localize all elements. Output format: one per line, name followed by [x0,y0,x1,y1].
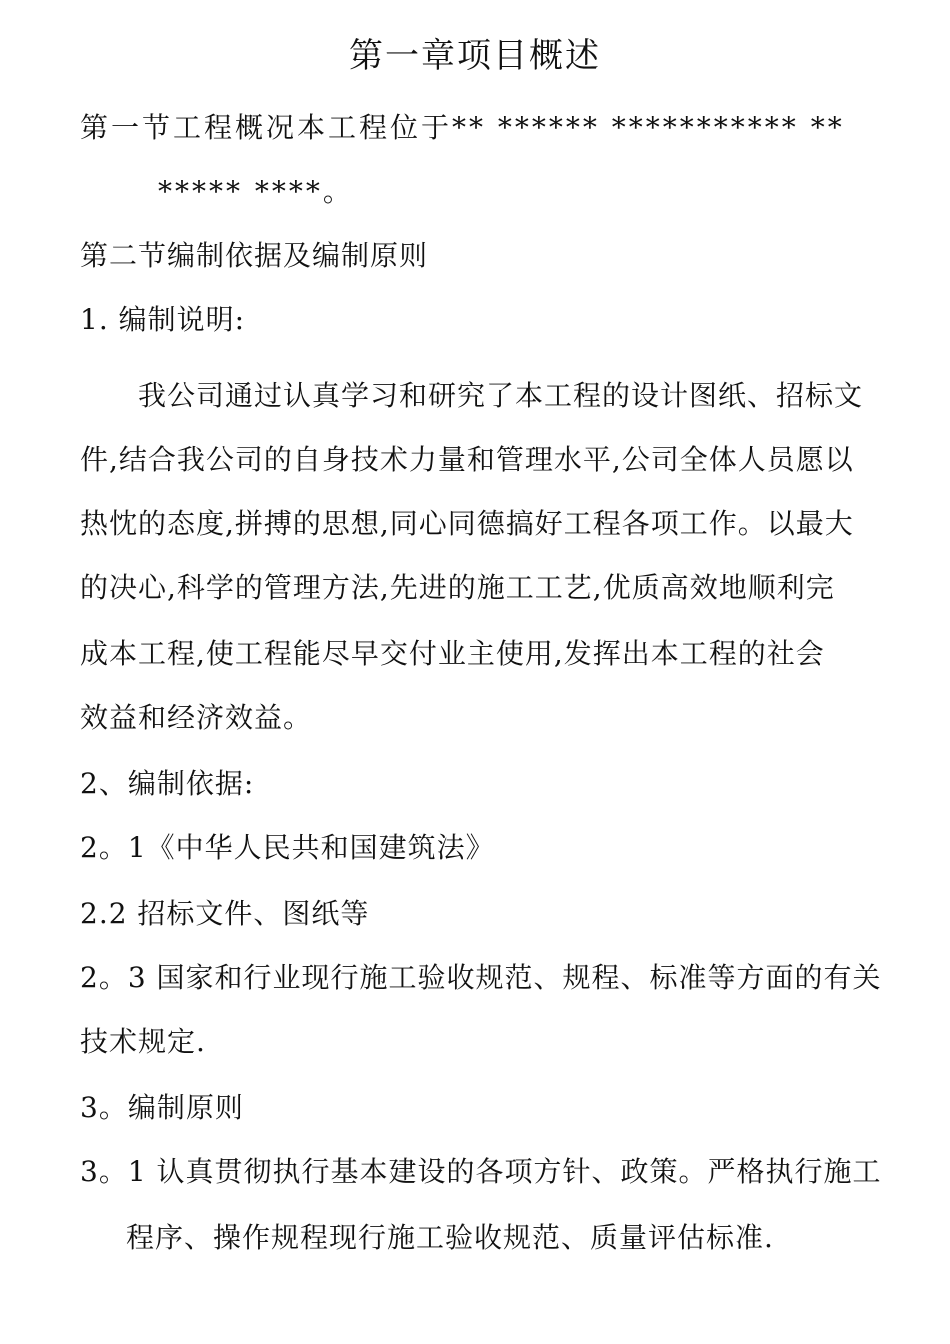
item-2-3-line-2: 技术规定. [80,1025,206,1058]
item-3-heading: 3。编制原则 [80,1091,244,1124]
paragraph-line: 的决心,科学的管理方法,先进的施工工艺,优质高效地顺利完 [80,571,835,604]
chapter-title: 第一章项目概述 [349,36,601,76]
item-2-3-line-1: 2。3 国家和行业现行施工验收规范、规程、标准等方面的有关 [80,961,882,994]
paragraph-line: 我公司通过认真学习和研究了本工程的设计图纸、招标文 [138,379,864,412]
section-1-line-1: 第一节工程概况本工程位于** ****** *********** ** [80,111,845,144]
item-1-heading: 1. 编制说明: [80,303,246,336]
paragraph-line: 成本工程,使工程能尽早交付业主使用,发挥出本工程的社会 [80,637,825,670]
paragraph-line: 件,结合我公司的自身技术力量和管理水平,公司全体人员愿以 [80,443,854,476]
item-2-heading: 2、编制依据: [80,767,255,800]
item-2-2: 2.2 招标文件、图纸等 [80,897,370,930]
item-3-1-line-2: 程序、操作规程现行施工验收规范、质量评估标准. [126,1221,774,1254]
item-2-1: 2。1《中华人民共和国建筑法》 [80,831,495,864]
section-2-heading: 第二节编制依据及编制原则 [80,239,429,272]
item-3-1-line-1: 3。1 认真贯彻执行基本建设的各项方针、政策。严格执行施工 [80,1155,882,1188]
section-1-line-2: ***** ****。 [158,175,354,208]
paragraph-line: 效益和经济效益。 [80,701,313,734]
paragraph-line: 热忱的态度,拼搏的思想,同心同德搞好工程各项工作。以最大 [80,507,854,540]
